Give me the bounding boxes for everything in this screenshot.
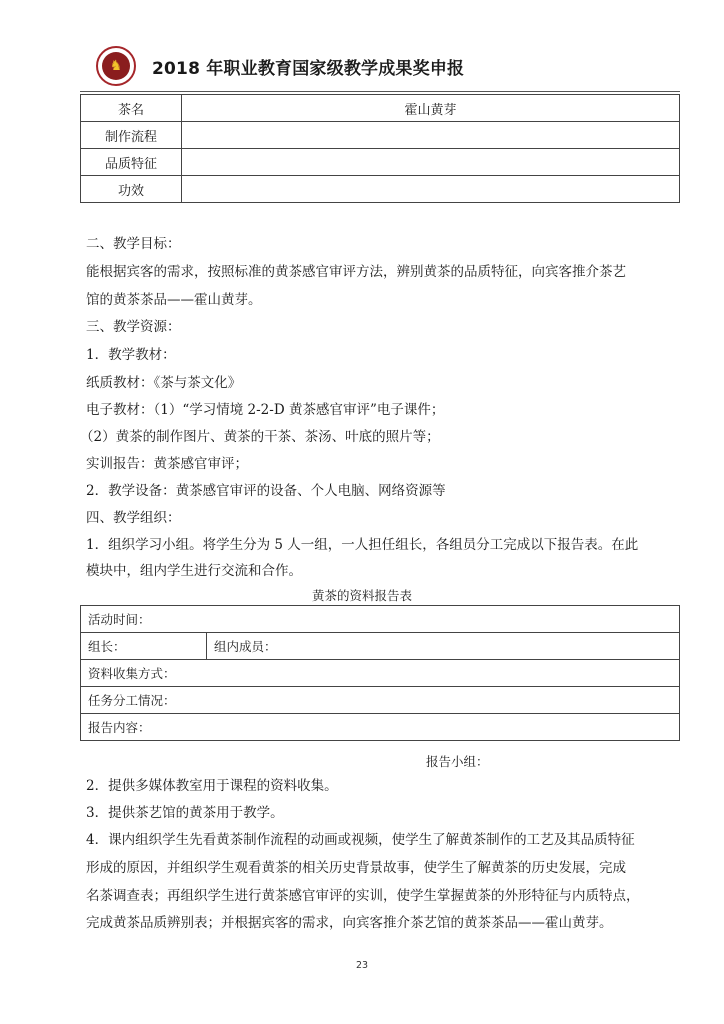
process-label: 制作流程 [81,122,182,149]
process-value [182,122,680,149]
tea-info-table [80,94,680,203]
report-table-caption: 黄茶的资料报告表 [311,588,412,603]
section-heading: 二、教学目标： [86,236,181,252]
report-content-cell: 报告内容： [81,714,680,741]
section-heading: 四、教学组织： [86,510,181,526]
table-row [81,95,680,122]
paragraph-line: 形成的原因，并组织学生观看黄茶的相关历史背景故事，使学生了解黄茶的历史发展，完成 [86,860,626,876]
tea-name-value: 霍山黄芽 [182,95,680,122]
report-group-signature: 报告小组： [426,754,489,769]
quality-value [182,149,680,176]
members-cell: 组内成员： [207,633,680,660]
quality-label: 品质特征 [81,149,182,176]
page-header [96,44,464,88]
paragraph-line: 4．课内组织学生先看黄茶制作流程的动画或视频，使学生了解黄茶制作的工艺及其品质特征 [86,832,635,848]
paragraph-line: 3．提供茶艺馆的黄茶用于教学。 [86,805,284,821]
tea-name-label: 茶名 [81,95,182,122]
paragraph-line: 1．组织学习小组。将学生分为 5 人一组，一人担任组长，各组员分工完成以下报告表。在此 [86,537,639,553]
collection-method-cell: 资料收集方式： [81,660,680,687]
report-table [80,605,680,741]
table-row [81,633,680,660]
paragraph-line: 完成黄茶品质辨别表；并根据宾客的需求，向宾客推介茶艺馆的黄茶茶品——霍山黄芽。 [86,915,613,931]
table-row [81,606,680,633]
paragraph-line: （2）黄茶的制作图片、黄茶的干茶、茶汤、叶底的照片等； [80,429,440,445]
paragraph-line: 能根据宾客的需求，按照标准的黄茶感官审评方法，辨别黄茶的品质特征，向宾客推介茶艺 [86,264,626,280]
table-row [81,176,680,203]
paragraph-line: 纸质教材：《茶与茶文化》 [86,375,242,391]
page-number: 23 [355,960,369,971]
paragraph-line: 2．提供多媒体教室用于课程的资料收集。 [86,778,338,794]
document-title: 2018 年职业教育国家级教学成果奖申报 [152,58,465,79]
paragraph-line: 实训报告：黄茶感官审评； [86,456,248,472]
paragraph-line: 1．教学教材： [86,347,176,363]
table-row [81,660,680,687]
task-division-cell: 任务分工情况： [81,687,680,714]
paragraph-line: 2．教学设备：黄茶感官审评的设备、个人电脑、网络资源等 [86,483,446,499]
efficacy-value [182,176,680,203]
table-row [81,687,680,714]
efficacy-label: 功效 [81,176,182,203]
section-heading: 三、教学资源： [86,319,181,335]
paragraph-line: 馆的黄茶茶品——霍山黄芽。 [86,292,262,308]
table-row [81,149,680,176]
header-divider [80,91,680,92]
school-emblem-icon: ♞ [96,46,136,86]
table-row [81,122,680,149]
paragraph-line: 电子教材：（1）“学习情境 2-2-D 黄茶感官审评”电子课件； [86,402,445,418]
paragraph-line: 模块中，组内学生进行交流和合作。 [86,563,302,579]
leader-cell: 组长： [81,633,207,660]
paragraph-line: 名茶调查表；再组织学生进行黄茶感官审评的实训，使学生掌握黄茶的外形特征与内质特点， [86,888,640,904]
activity-time-cell: 活动时间： [81,606,680,633]
table-row [81,714,680,741]
